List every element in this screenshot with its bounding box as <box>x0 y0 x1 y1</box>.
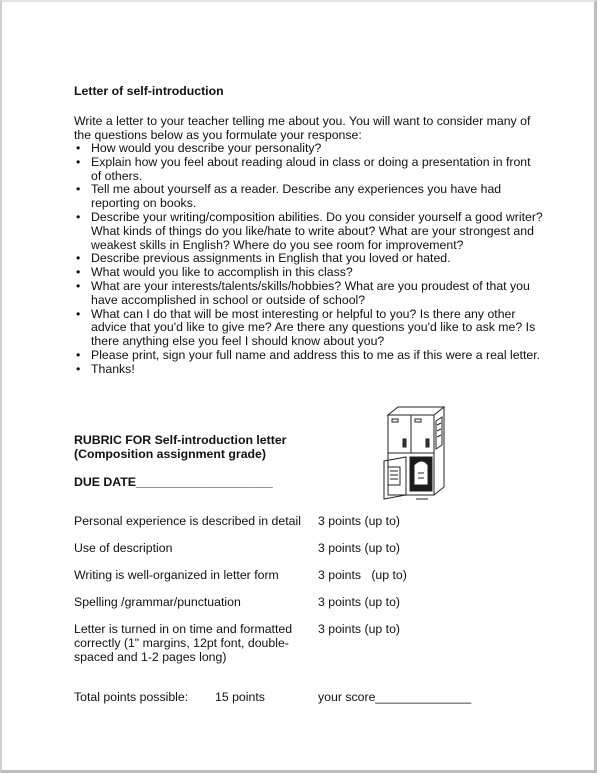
bullet-icon: • <box>76 154 81 169</box>
rubric-points: 3 points (up to) <box>318 622 401 636</box>
total-value: 15 points <box>215 690 265 704</box>
list-item: • Explain how you feel about reading aloud in class or doing a presentation in front of others. <box>76 154 531 183</box>
bullet-icon: • <box>76 265 81 280</box>
list-item: • Describe previous assignments in English that you loved or hated. <box>76 251 451 266</box>
rubric-points: 3 points (up to) <box>318 568 407 582</box>
rubric-title: RUBRIC FOR Self-introduction letter (Composition assignment grade) <box>74 433 287 461</box>
rubric-criterion: Spelling /grammar/punctuation <box>74 595 241 609</box>
locker-illustration-icon <box>382 405 448 503</box>
total-label: Total points possible: <box>74 690 189 704</box>
bullet-icon: • <box>76 278 81 293</box>
bullet-icon: • <box>76 141 81 155</box>
rubric-points: 3 points (up to) <box>318 541 401 555</box>
bullet-icon: • <box>76 182 81 197</box>
list-item: • Describe your writing/composition abilities. Do you consider yourself a good writer? What kinds of things do you like/hate to write about? What are your strongest and weakest skills in English? Where do you see room for improvement? <box>76 209 543 252</box>
list-item: • What can I do that will be most interesting or helpful to you? Is there any other advice that you'd like to give me? Are there any questions you'd like to ask me? Is there anything else you feel I should know about you? <box>76 306 536 349</box>
bullet-icon: • <box>76 361 81 376</box>
list-item: • What are your interests/talents/skills/hobbies? What are you proudest of that you have accomplished in school or outside of school? <box>76 278 530 307</box>
list-item: • How would you describe your personality? <box>76 141 322 155</box>
list-item: • What would you like to accomplish in this class? <box>76 265 353 280</box>
list-item: • Thanks! <box>76 361 135 376</box>
bullet-icon: • <box>76 347 81 362</box>
score-field: your score______________ <box>318 690 472 704</box>
bullet-icon: • <box>76 209 81 224</box>
rubric-criterion: Writing is well-organized in letter form <box>74 568 279 582</box>
rubric-points: 3 points (up to) <box>318 514 401 528</box>
question-list <box>74 142 544 377</box>
list-item: • Tell me about yourself as a reader. Describe any experiences you have had reporting on books. <box>76 182 502 211</box>
bullet-icon: • <box>76 251 81 266</box>
bullet-icon: • <box>76 306 81 321</box>
document-title: Letter of self-introduction <box>74 84 224 98</box>
list-item: • Please print, sign your full name and address this to me as if this were a real letter. <box>76 347 541 362</box>
rubric-points: 3 points (up to) <box>318 595 401 609</box>
rubric-criterion: Use of description <box>74 541 173 555</box>
rubric-criterion: Letter is turned in on time and formatted correctly (1" margins, 12pt font, double-spaced and 1-2 pages long) <box>74 622 293 664</box>
due-date-field: DUE DATE____________________ <box>74 475 273 489</box>
intro-paragraph: Write a letter to your teacher telling me about you. You will want to consider many of the questions below as you formulate your response: <box>74 114 531 142</box>
rubric-criterion: Personal experience is described in detail <box>74 514 301 528</box>
